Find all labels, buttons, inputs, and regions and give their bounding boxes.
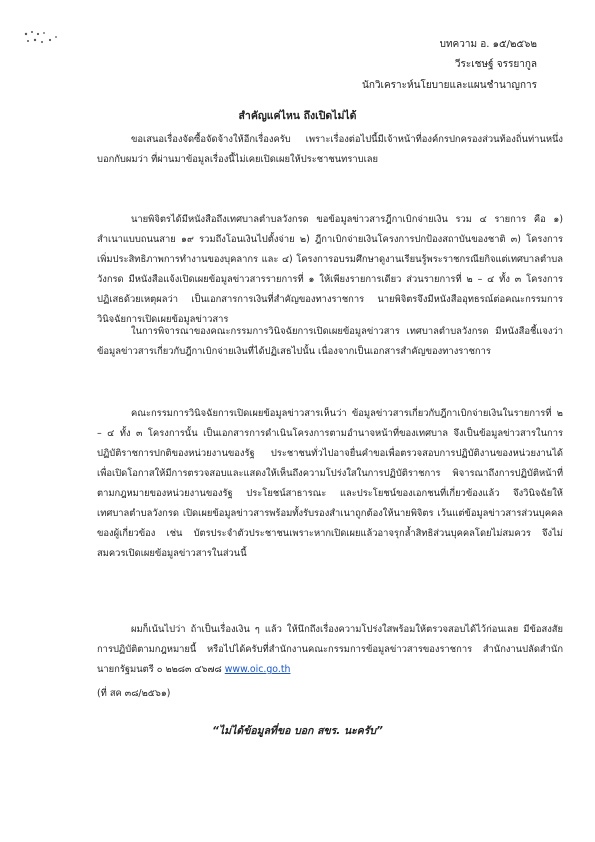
author-name: วีระเชษฐ์ จรรยากูล	[454, 59, 537, 70]
case-reference: (ที่ สค ๓๘/๒๕๖๑)	[97, 688, 171, 699]
paragraph-request: นายพิจิตรได้มีหนังสือถึงเทศบาลตำบลวังกรด ขอข้อมูลข่าวสารฎีกาเบิกจ่ายเงิน รวม ๔ รายการ คือ ๑) สำเนาแบบถนนสาย ๑๙ รวมถึงโอนเงินไปตั้งจ่าย ๒) ฎีกาเบิกจ่ายเงินโครงการปกป้องสถาบันของชาติ ๓) โครงการเพิ่มประสิทธิภาพการทำงานของบุคลากร และ ๔) โครงการอบรมศึกษาดูงานเรียนรู้พระราชกรณียกิจแต่เทศบาลตำบลวังกรด มีหนังสือแจ้งเปิดเผยข้อมูลข่าวสารรายการที่ ๑ ให้เพียงรายการเดียว ส่วนรายการที่ ๒ – ๔ ทั้ง ๓ โครงการปฏิเสธด้วยเหตุผลว่า เป็นเอกสารการเงินที่สำคัญของทางราชการ นายพิจิตรจึงมีหนังสืออุทธรณ์ต่อคณะกรรมการวินิจฉัยการเปิดเผยข้อมูลข่าวสาร	[97, 214, 563, 325]
author-position: นักวิเคราะห์นโยบายและแผนชำนาญการ	[362, 80, 537, 91]
scribble-mark	[20, 28, 64, 48]
doc-number: บทความ อ. ๑๕/๒๕๖๒	[439, 39, 537, 50]
article-title: สำคัญแค่ไหน ถึงเปิดไม่ได้	[238, 110, 357, 122]
paragraph-intro: ขอเสนอเรื่องจัดซื้อจัดจ้างให้อีกเรื่องครับ เพราะเรื่องต่อไปนี้มีเจ้าหน้าที่องค์กรปกครองส่วนท้องถิ่นท่านหนึ่งบอกกับผมว่า ที่ผ่านมาข้อมูลเรื่องนี้ไม่เคยเปิดเผยให้ประชาชนทราบเลย	[97, 134, 563, 165]
paragraph-advice	[97, 620, 563, 680]
oic-website-link[interactable]: www.oic.go.th	[224, 664, 291, 675]
decision-exception: เว้นแต่ข้อมูลข่าวสารส่วนบุคคลของผู้เกี่ยวข้อง เช่น บัตรประจำตัวประชาชนเพราะหากเปิดเผยแล้วอาจรุกล้ำสิทธิส่วนบุคคลโดยไม่สมควร จึงไม่สมควรเปิดเผยข้อมูลข่าวสารในส่วนนี้	[97, 508, 563, 559]
advice-text: ผมก็เน้นไปว่า ถ้าเป็นเรื่องเงิน ๆ แล้ว ให้นึกถึงเรื่องความโปร่งใสพร้อมให้ตรวจสอบได้ไว้ก่อนเลย มีข้อสงสัยการปฏิบัติตามกฎหมายนี้ หรือไปได้ครับที่สำนักงานคณะกรรมการข้อมูลข่าวสารของราชการ สำนักงานปลัดสำนักนายกรัฐมนตรี ๐ ๒๒๘๓ ๔๖๗๘	[97, 624, 563, 675]
decision-text: คณะกรรมการวินิจฉัยการเปิดเผยข้อมูลข่าวสารเห็นว่า ข้อมูลข่าวสารเกี่ยวกับฎีกาเบิกจ่ายเงินในรายการที่ ๒ – ๔ ทั้ง ๓ โครงการนั้น เป็นเอกสารการดำเนินโครงการตามอำนาจหน้าที่ของเทศบาล จึงเป็นข้อมูลข่าวสารในการปฏิบัติราชการปกติของหน่วยงานของรัฐ ประชาชนทั่วไปอาจยื่นคำขอเพื่อตรวจสอบการปฏิบัติงานของหน่วยงานได้ เพื่อเปิดโอกาสให้มีการตรวจสอบและแสดงให้เห็นถึงความโปร่งใสในการปฏิบัติราชการ พิจารณาถึงการปฏิบัติหน้าที่ตามกฎหมายของหน่วยงานของรัฐ ประโยชน์สาธารณะ และประโยชน์ของเอกชนที่เกี่ยวข้องแล้ว จึงวินิจฉัยให้เทศบาลตำบลวังกรด เปิดเผยข้อมูลข่าวสารพร้อมทั้งรับรองสำเนาถูกต้องให้นายพิจิตร	[97, 408, 563, 519]
paragraph-agency-response: ในการพิจารณาของคณะกรรมการวินิจฉัยการเปิดเผยข้อมูลข่าวสาร เทศบาลตำบลวังกรด มีหนังสือชี้แจงว่า ข้อมูลข่าวสารเกี่ยวกับฎีกาเบิกจ่ายเงินที่ได้ปฏิเสธไปนั้น เนื่องจากเป็นเอกสารสำคัญของทางราชการ	[97, 326, 563, 357]
paragraph-decision	[97, 404, 563, 564]
closing-quote: “ไม่ได้ข้อมูลที่ขอ บอก สขร. นะครับ”	[212, 725, 383, 737]
